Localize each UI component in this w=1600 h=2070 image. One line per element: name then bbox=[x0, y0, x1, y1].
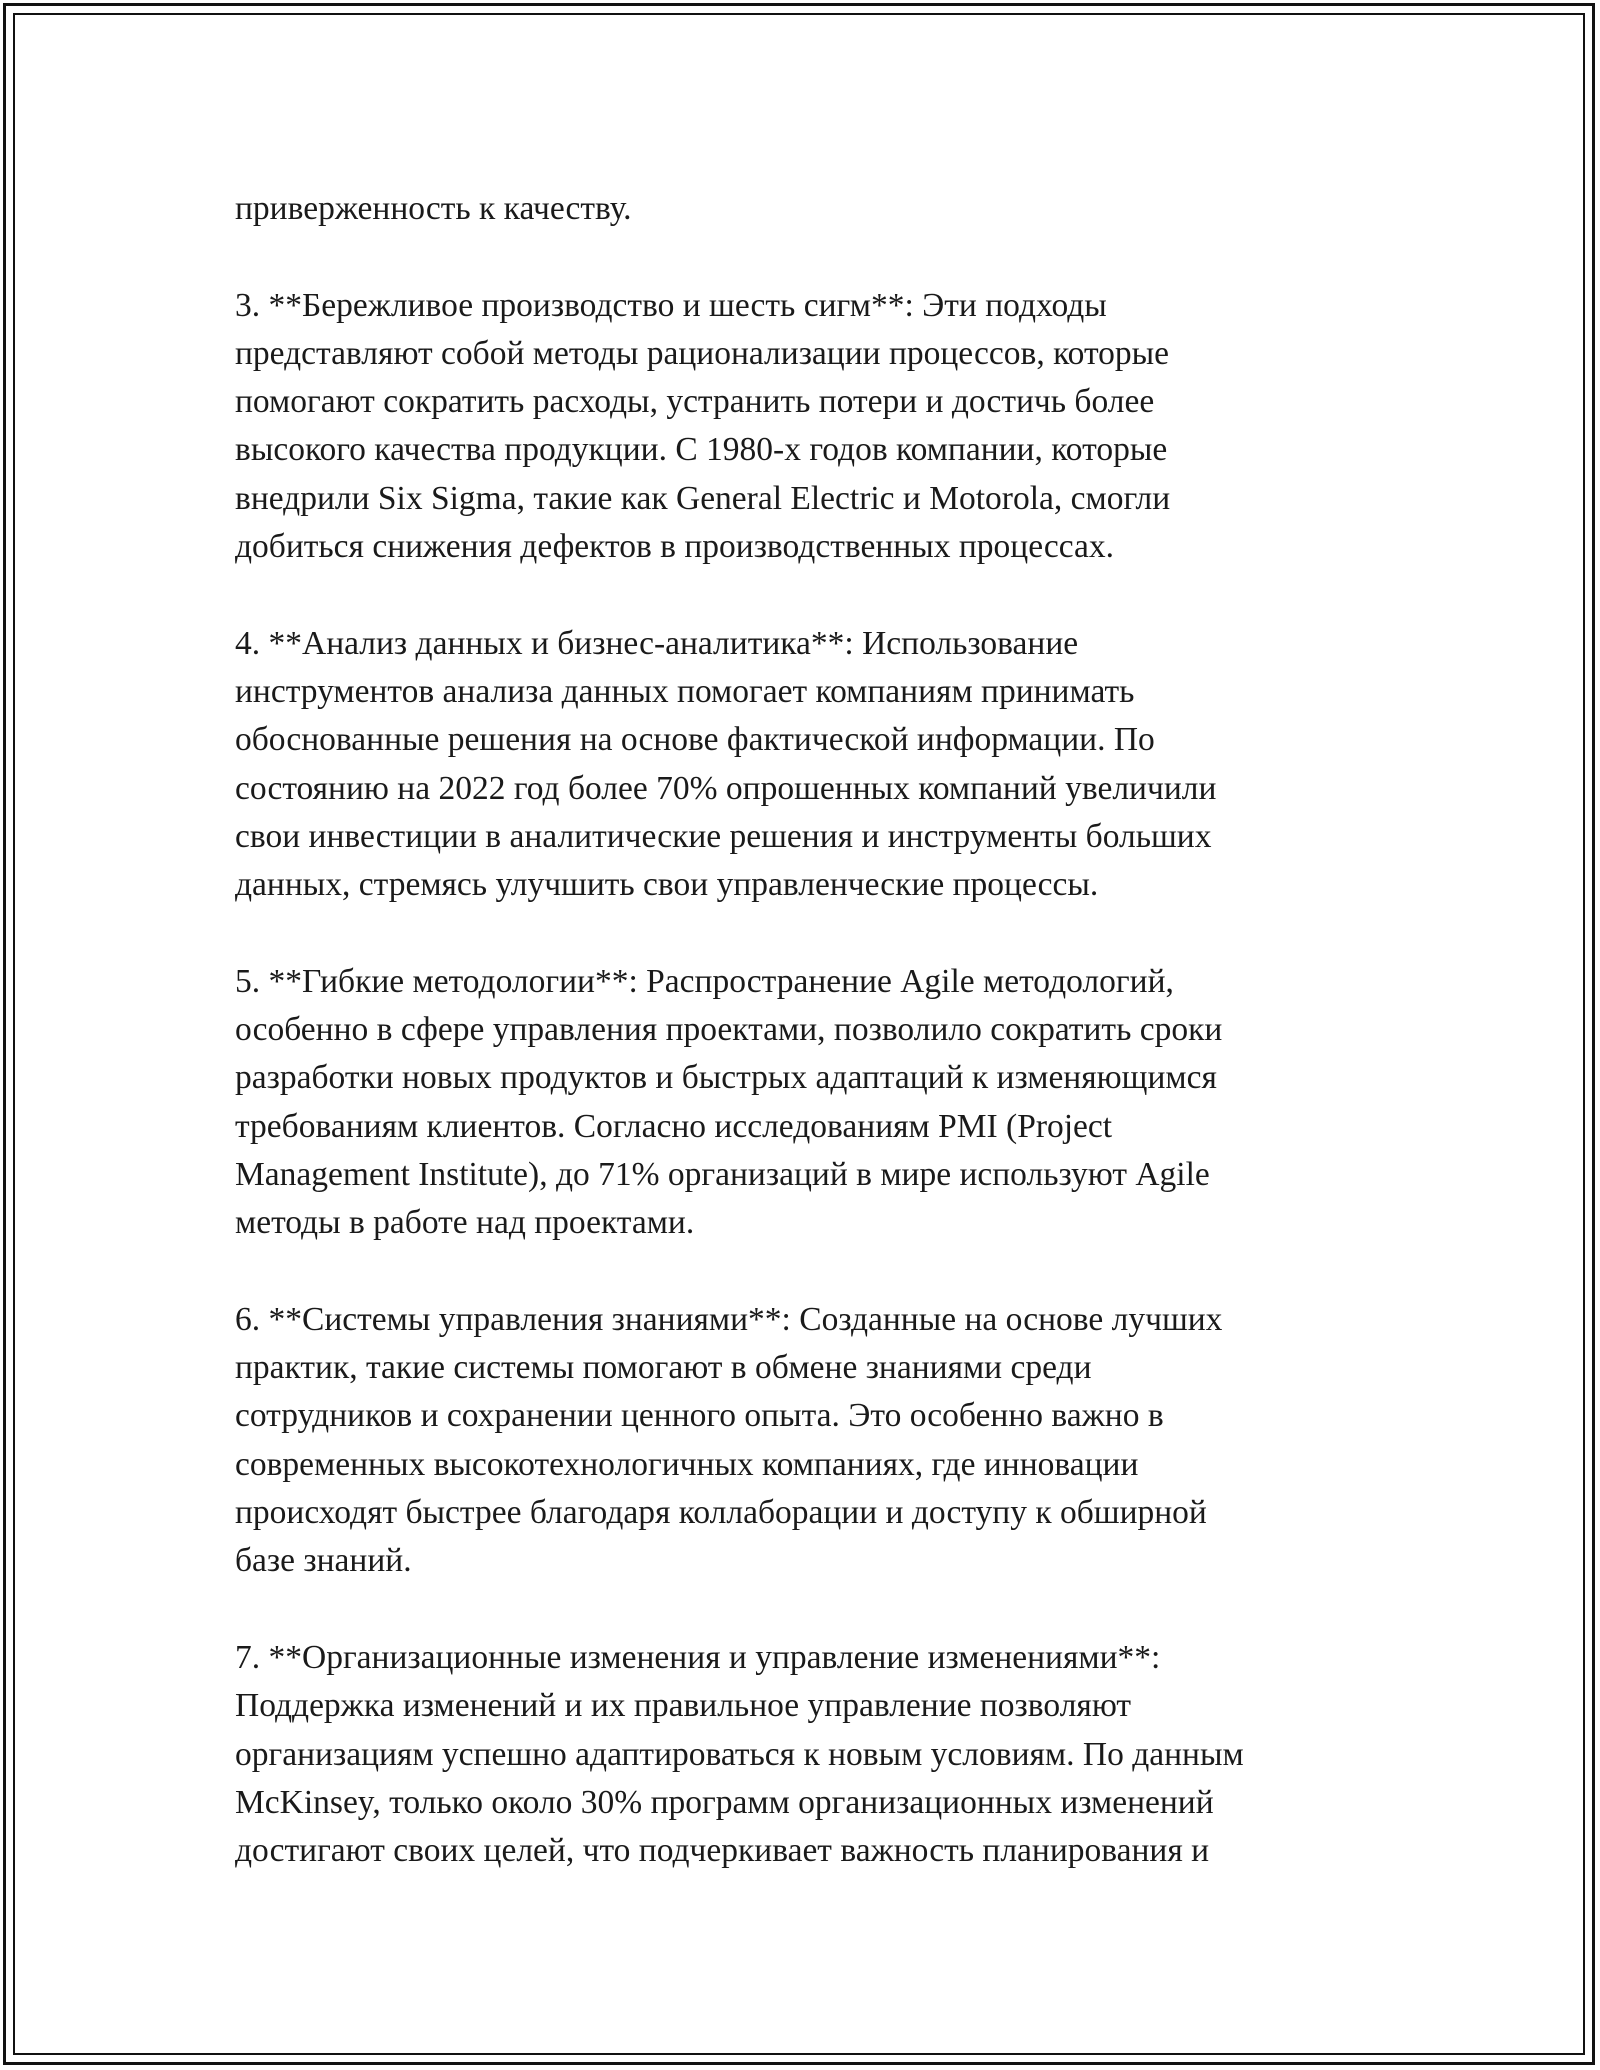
text-line: 6. **Системы управления знаниями**: Созданные на основе лучших bbox=[235, 1300, 1223, 1338]
text-line: происходят быстрее благодаря коллаборации и доступу к обширной bbox=[235, 1494, 1207, 1532]
paragraph-change-management bbox=[235, 1634, 1385, 1875]
paragraph-lean-six-sigma bbox=[235, 282, 1385, 572]
paragraph-data-analytics bbox=[235, 620, 1385, 910]
text-line: 7. **Организационные изменения и управление изменениями**: bbox=[235, 1638, 1161, 1676]
paragraph-spacer bbox=[235, 571, 1385, 619]
text-line: методы в работе над проектами. bbox=[235, 1204, 695, 1242]
text-line: современных высокотехнологичных компаниях, где инновации bbox=[235, 1445, 1139, 1483]
text-line: Management Institute), до 71% организаций в мире используют Agile bbox=[235, 1155, 1210, 1193]
text-line: достигают своих целей, что подчеркивает важность планирования и bbox=[235, 1832, 1210, 1870]
paragraph-spacer bbox=[235, 233, 1385, 281]
text-line: особенно в сфере управления проектами, позволило сократить сроки bbox=[235, 1011, 1223, 1049]
text-line: базе знаний. bbox=[235, 1542, 412, 1580]
text-line: инструментов анализа данных помогает компаниям принимать bbox=[235, 672, 1135, 710]
text-line: практик, такие системы помогают в обмене знаниями среди bbox=[235, 1349, 1092, 1387]
text-line: обоснованные решения на основе фактической информации. По bbox=[235, 721, 1155, 759]
text-line: 5. **Гибкие методологии**: Распространение Agile методологий, bbox=[235, 962, 1174, 1000]
text-line: помогают сократить расходы, устранить потери и достичь более bbox=[235, 383, 1155, 421]
text-line: данных, стремясь улучшить свои управленческие процессы. bbox=[235, 866, 1099, 904]
paragraph-knowledge-management bbox=[235, 1296, 1385, 1586]
text-line: организациям успешно адаптироваться к новым условиям. По данным bbox=[235, 1735, 1244, 1773]
text-line: McKinsey, только около 30% программ организационных изменений bbox=[235, 1783, 1214, 1821]
paragraph-continuation bbox=[235, 185, 1385, 233]
document-body bbox=[235, 185, 1385, 1875]
text-line: свои инвестиции в аналитические решения и инструменты больших bbox=[235, 817, 1212, 855]
text-line: добиться снижения дефектов в производственных процессах. bbox=[235, 528, 1115, 566]
text-line: состоянию на 2022 год более 70% опрошенных компаний увеличили bbox=[235, 769, 1217, 807]
text-line: Поддержка изменений и их правильное управление позволяют bbox=[235, 1687, 1132, 1725]
text-line: разработки новых продуктов и быстрых адаптаций к изменяющимся bbox=[235, 1059, 1217, 1097]
text-line: высокого качества продукции. С 1980-х годов компании, которые bbox=[235, 431, 1168, 469]
paragraph-spacer bbox=[235, 1248, 1385, 1296]
paragraph-spacer bbox=[235, 1586, 1385, 1634]
text-line: 3. **Бережливое производство и шесть сигм**: Эти подходы bbox=[235, 286, 1107, 324]
text-line: 4. **Анализ данных и бизнес-аналитика**: Использование bbox=[235, 624, 1079, 662]
text-line: сотрудников и сохранении ценного опыта. Это особенно важно в bbox=[235, 1397, 1164, 1435]
text-line: приверженность к качеству. bbox=[235, 190, 632, 227]
text-line: внедрили Six Sigma, такие как General Electric и Motorola, смогли bbox=[235, 479, 1171, 517]
paragraph-agile bbox=[235, 958, 1385, 1248]
paragraph-spacer bbox=[235, 909, 1385, 957]
text-line: представляют собой методы рационализации процессов, которые bbox=[235, 334, 1170, 372]
text-line: требованиям клиентов. Согласно исследованиям PMI (Project bbox=[235, 1107, 1113, 1145]
